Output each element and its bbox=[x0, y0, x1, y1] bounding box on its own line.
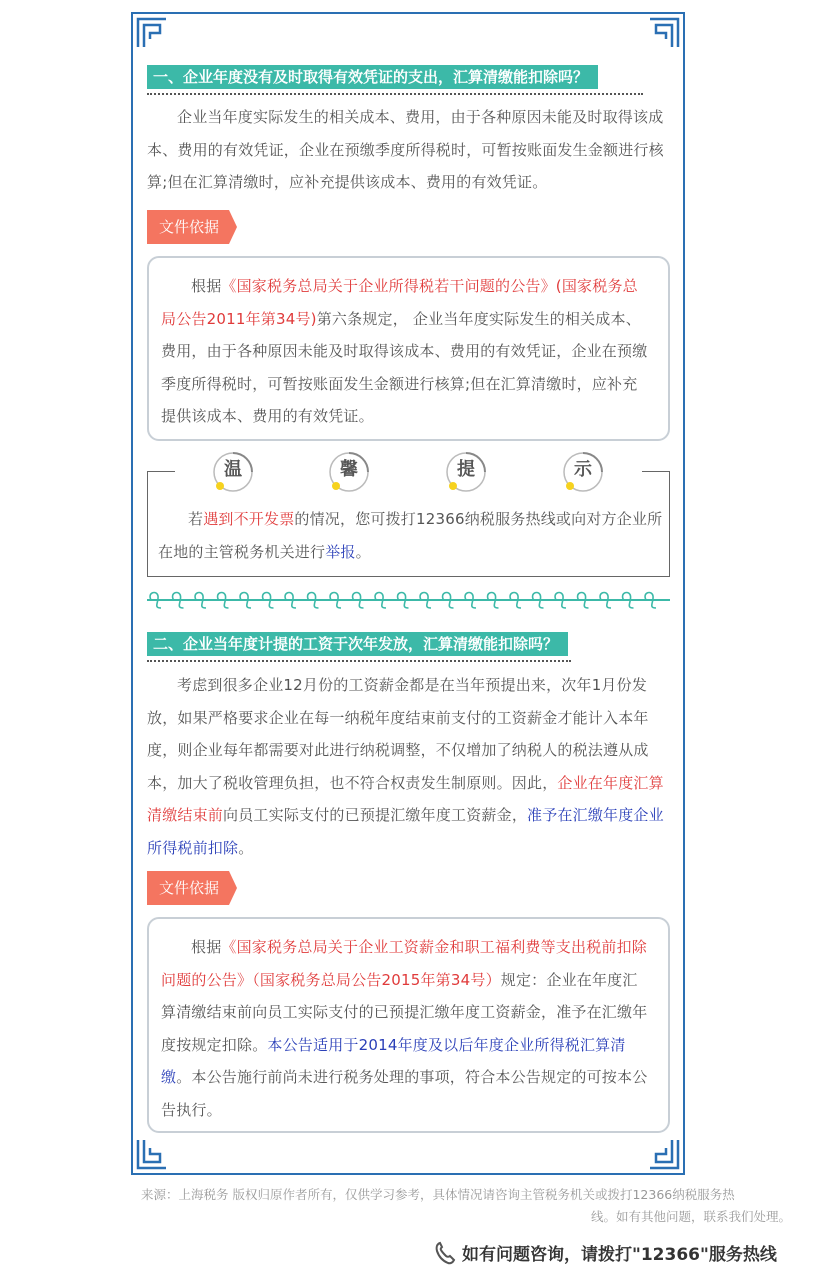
basis-prefix: 根据 bbox=[191, 277, 222, 295]
source-note bbox=[141, 1184, 801, 1228]
tip-char-ti: 提 bbox=[445, 451, 487, 493]
tip-char-shi: 示 bbox=[562, 451, 604, 493]
section1-basis-text bbox=[161, 270, 650, 433]
section2-title: 二、企业当年度计提的工资于次年发放，汇算清缴能扣除吗？ bbox=[147, 632, 568, 656]
corner-ornament-icon bbox=[648, 17, 680, 49]
section1-title: 一、企业年度没有及时取得有效凭证的支出，汇算清缴能扣除吗？ bbox=[147, 65, 598, 89]
title-dotted-divider bbox=[147, 93, 643, 95]
source-line-2: 线。如有其他问题，联系我们处理。 bbox=[590, 1209, 791, 1224]
section2-body-b: 向员工实际支付的已预提汇缴年度工资薪金， bbox=[223, 806, 528, 824]
tip-report-link: 举报 bbox=[325, 542, 356, 561]
basis-tag bbox=[147, 871, 237, 905]
basis-tag-label: 文件依据 bbox=[159, 218, 220, 236]
basis-mid: 规定：企业在年度汇算清缴结束前向员工实际支付的已预提汇缴年度工资薪金，准予在汇缴年度按规定扣除。 bbox=[161, 970, 648, 1054]
hotline-banner bbox=[434, 1237, 814, 1267]
basis-end: 。本公告施行前尚未进行税务处理的事项，符合本公告规定的可按本公告执行。 bbox=[161, 1068, 648, 1119]
section2-body-a: 考虑到很多企业12月份的工资薪金都是在当年预提出来，次年1月份发放，如果严格要求企业在每一纳税年度结束前支付的工资薪金才能计入本年度，则企业每年都需要对此进行纳税调整，不仅增加了纳税人的税法遵从成本，加大了税收管理负担，也不符合权责发生制原则。因此， bbox=[147, 676, 649, 792]
basis-doc-reference: 《国家税务总局关于企业工资薪金和职工福利费等支出税前扣除问题的公告》（国家税务总局公告2015年第34号） bbox=[161, 938, 648, 989]
vine-divider-icon bbox=[147, 588, 670, 612]
phone-icon bbox=[434, 1241, 456, 1265]
corner-ornament-icon bbox=[648, 1138, 680, 1170]
section2-basis-text bbox=[161, 931, 650, 1126]
basis-scope: 本公告适用于2014年度及以后年度企业所得税汇算清缴 bbox=[161, 1035, 626, 1086]
tip-highlight: 遇到不开发票 bbox=[203, 510, 295, 528]
tip-prefix: 若 bbox=[188, 510, 204, 528]
basis-doc-reference: 《国家税务总局关于企业所得税若干问题的公告》(国家税务总局公告2011年第34号) bbox=[161, 277, 638, 328]
source-line-1: 来源：上海税务 版权归原作者所有，仅供学习参考，具体情况请咨询主管税务机关或拨打12366纳税服务热 bbox=[141, 1187, 735, 1202]
tip-text bbox=[158, 503, 663, 568]
section1-basis-box bbox=[147, 256, 670, 441]
section2-basis-box bbox=[147, 917, 670, 1133]
basis-rest: 第六条规定， 企业当年度实际发生的相关成本、费用，由于各种原因未能及时取得该成本、费用的有效凭证，企业在预缴季度所得税时，可暂按账面发生金额进行核算;但在汇算清缴时，应补充提供该成本、费用的有效凭证。 bbox=[161, 309, 648, 425]
basis-prefix: 根据 bbox=[191, 938, 222, 956]
title-dotted-divider bbox=[147, 660, 571, 662]
tip-char-wen: 温 bbox=[212, 451, 254, 493]
section2-body-red: 企业在年度汇算清缴结束前 bbox=[147, 773, 664, 824]
basis-tag-label: 文件依据 bbox=[159, 879, 220, 897]
basis-tag bbox=[147, 210, 237, 244]
tip-char-xin: 馨 bbox=[328, 451, 370, 493]
section2-body-blue: 准予在汇缴年度企业所得税前扣除 bbox=[147, 806, 664, 857]
hotline-text: 如有问题咨询，请拨打"12366"服务热线 bbox=[462, 1245, 777, 1265]
tip-end: 。 bbox=[355, 542, 371, 561]
corner-ornament-icon bbox=[136, 1138, 168, 1170]
section2-body bbox=[147, 669, 670, 864]
corner-ornament-icon bbox=[136, 17, 168, 49]
section1-body: 企业当年度实际发生的相关成本、费用，由于各种原因未能及时取得该成本、费用的有效凭证，企业在预缴季度所得税时，可暂按账面发生金额进行核算;但在汇算清缴时，应补充提供该成本、费用的有效凭证。 bbox=[147, 108, 664, 191]
tip-middle: 的情况，您可拨打12366纳税服务热线或向对方企业所在地的主管税务机关进行 bbox=[158, 510, 663, 561]
section2-body-end: 。 bbox=[238, 838, 254, 857]
